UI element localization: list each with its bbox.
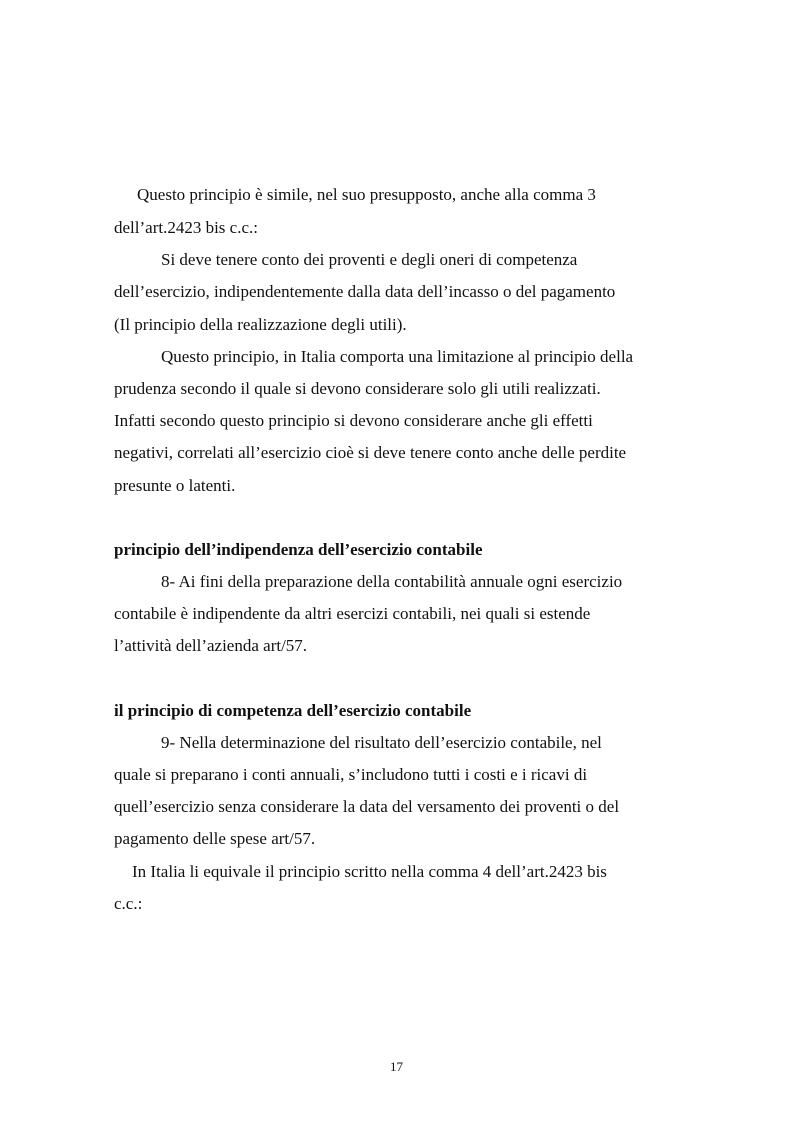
- paragraph-line: 9- Nella determinazione del risultato dell’esercizio contabile, nel: [161, 733, 602, 752]
- paragraph-line: c.c.:: [114, 894, 143, 913]
- paragraph-line: quale si preparano i conti annuali, s’includono tutti i costi e i ricavi di: [114, 765, 588, 784]
- paragraph-line: Questo principio, in Italia comporta una limitazione al principio della: [161, 347, 634, 366]
- paragraph-line: dell’art.2423 bis c.c.:: [114, 218, 258, 237]
- quote-line: Si deve tenere conto dei proventi e degli oneri di competenza: [161, 250, 578, 269]
- paragraph-line: l’attività dell’azienda art/57.: [114, 636, 308, 655]
- paragraph-line: Infatti secondo questo principio si devono considerare anche gli effetti: [114, 411, 593, 430]
- paragraph-line: negativi, correlati all’esercizio cioè si deve tenere conto anche delle perdite: [114, 443, 627, 462]
- quote-line: dell’esercizio, indipendentemente dalla data dell’incasso o del pagamento: [114, 282, 616, 301]
- paragraph-line: 8- Ai fini della preparazione della contabilità annuale ogni esercizio: [161, 572, 623, 591]
- page-number: 17: [390, 1059, 403, 1074]
- paragraph-line: In Italia li equivale il principio scritto nella comma 4 dell’art.2423 bis: [132, 862, 607, 881]
- paragraph-line: presunte o latenti.: [114, 476, 236, 495]
- section-heading: il principio di competenza dell’esercizio contabile: [114, 701, 472, 720]
- paragraph-line: pagamento delle spese art/57.: [114, 829, 316, 848]
- paragraph-line: Questo principio è simile, nel suo presupposto, anche alla comma 3: [137, 185, 596, 204]
- paragraph-line: prudenza secondo il quale si devono considerare solo gli utili realizzati.: [114, 379, 601, 398]
- paragraph-line: contabile è indipendente da altri esercizi contabili, nei quali si estende: [114, 604, 591, 623]
- quote-line: (Il principio della realizzazione degli utili).: [114, 315, 407, 334]
- paragraph-line: quell’esercizio senza considerare la data del versamento dei proventi o del: [114, 797, 620, 816]
- section-heading: principio dell’indipendenza dell’esercizio contabile: [114, 540, 483, 559]
